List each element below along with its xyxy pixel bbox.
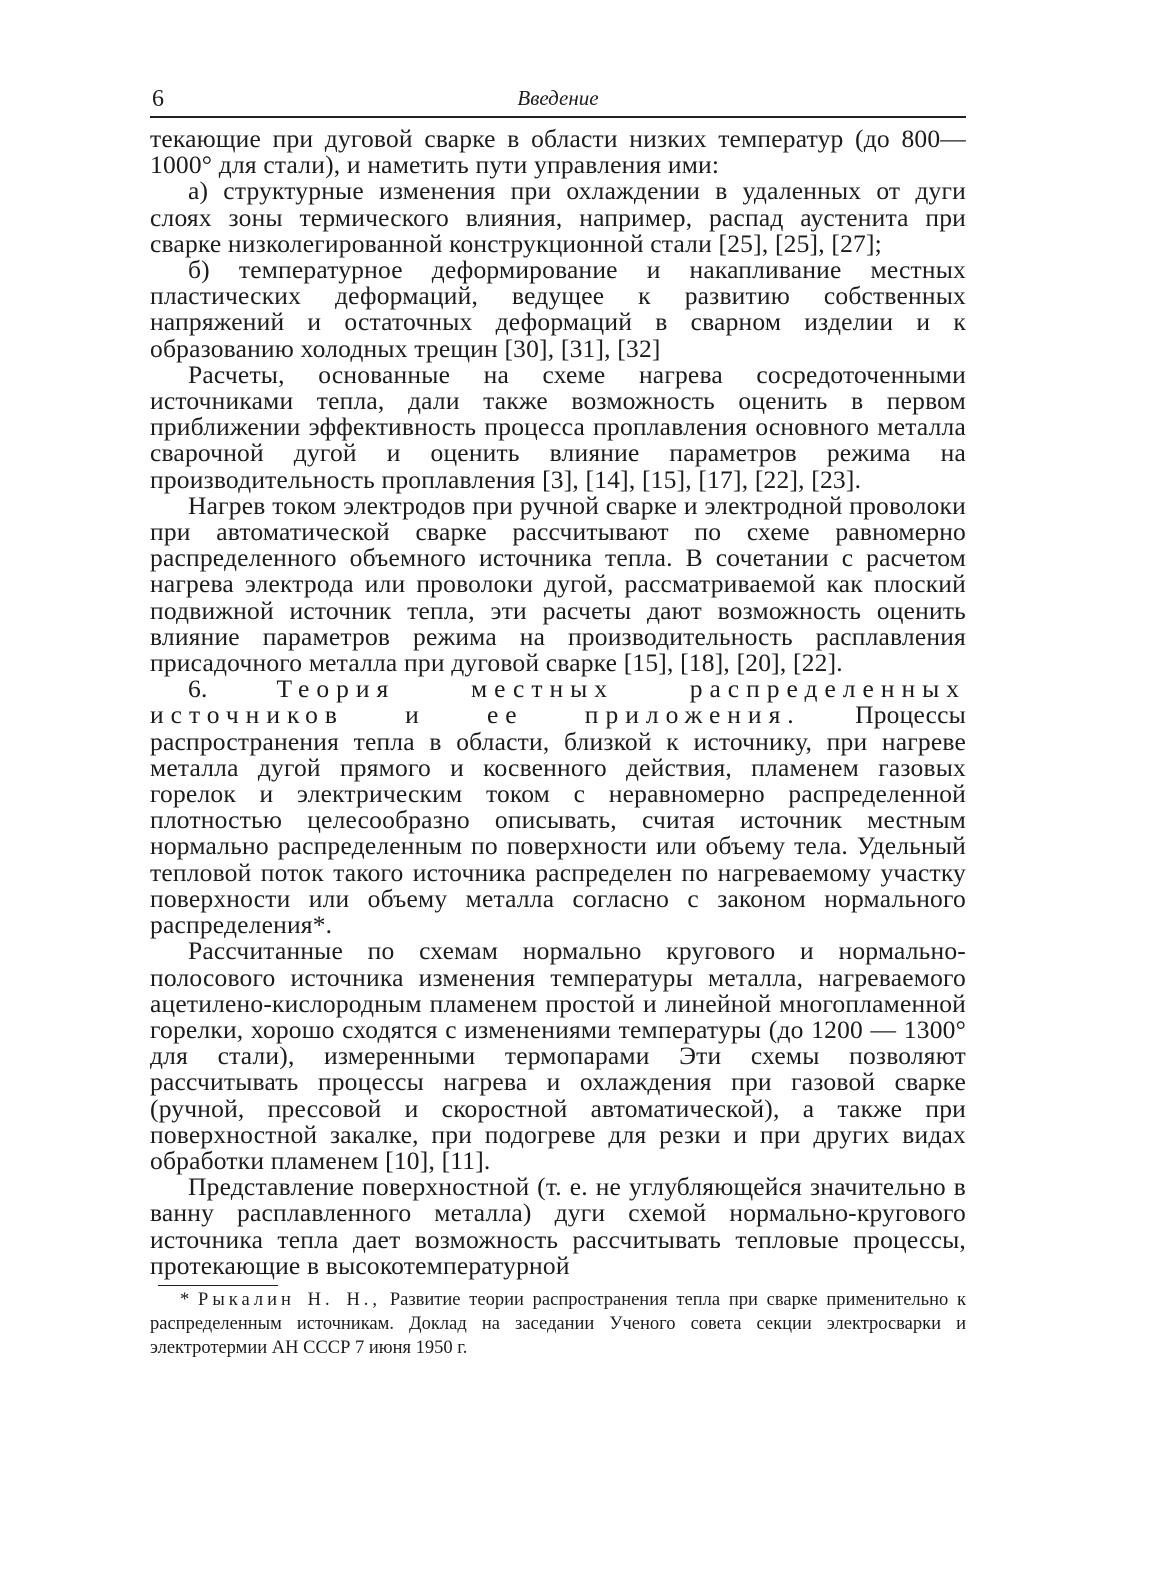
footnote-marker: * [180, 1289, 190, 1310]
paragraph: Рассчитанные по схемам нормально кругового и нормально-полосового источника изменения температуры металла, нагреваемого ацетилено-кислородным пламенем простой и линейной многопламенной горелки, хорошо сходятся с изменениями температуры (до 1200 — 1300° для стали), измеренными термопарами Эти схемы позволяют рассчитывать процессы нагрева и охлаждения при газовой сварке (ручной, прессовой и скоростной автоматической), а также при поверхностной закалке, при подогреве для резки и при других видах обработки пламенем [10], [11]. [150, 936, 966, 1175]
paragraph: б) температурное деформирование и накапливание местных пластических деформаций, ведущее к развитию собственных напряжений и остаточных деформаций в сварном изделии и к образованию холодных трещин [30], [31], [32] [150, 255, 966, 363]
body-text [150, 126, 966, 1279]
section-heading: Теория местных распределенных источников и ее приложения. [150, 674, 966, 730]
section-number: 6. [188, 674, 208, 704]
footnote [150, 1288, 966, 1360]
footnote-author: Рыкалин Н. Н., [198, 1289, 382, 1310]
paragraph: текающие при дуговой сварке в области низких температур (до 800—1000° для стали), и наметить пути управления ими: [150, 124, 966, 180]
book-page [150, 80, 966, 1378]
paragraph: Нагрев током электродов при ручной сварке и электродной проволоки при автоматической сварке рассчитывают по схеме равномерно распределенного объемного источника тепла. В сочетании с расчетом нагрева электрода или проволоки дугой, рассматриваемой как плоский подвижной источник тепла, эти расчеты дают возможность оценить влияние параметров режима на производительность расплавления присадочного металла при дуговой сварке [15], [18], [20], [22]. [150, 490, 966, 678]
paragraph: Расчеты, основанные на схеме нагрева сосредоточенными источниками тепла, дали также возможность оценить в первом приближении эффективность процесса проплавления основного металла сварочной дугой и оценить влияние параметров режима на производительность проплавления [3], [14], [15], [17], [22], [23]. [150, 359, 966, 494]
section-title: Введение [517, 86, 599, 110]
paragraph: Представление поверхностной (т. е. не углубляющейся значительно в ванну расплавленного металла) дуги схемой нормально-кругового источника тепла дает возможность рассчитывать тепловые процессы, протекающие в высокотемпературной [150, 1172, 966, 1280]
page-number: 6 [152, 86, 164, 112]
section-6-paragraph [150, 676, 966, 938]
footnote-divider [158, 1285, 278, 1286]
paragraph: а) структурные изменения при охлаждении в удаленных от дуги слоях зоны термического влияния, например, распад аустенита при сварке низколегированной конструкционной стали [25], [25], [27]; [150, 176, 966, 258]
running-header [150, 80, 966, 118]
section-text: Процессы распространения тепла в области, близкой к источнику, при нагреве металла дугой прямого и косвенного действия, пламенем газовых горелок и электрическим током с неравномерно распределенной плотностью целесообразно описывать, считая источник местным нормально распределенным по поверхности или объему тела. Удельный тепловой поток такого источника распределен по нагреваемому участку поверхности или объему металла согласно с законом нормального распределения*. [150, 700, 966, 940]
footnote-text: Развитие теории распространения тепла при сварке применительно к распределенным источникам. Доклад на заседании Ученого совета секции электросварки и электротермии АН СССР 7 июня 1950 г. [150, 1289, 967, 1358]
